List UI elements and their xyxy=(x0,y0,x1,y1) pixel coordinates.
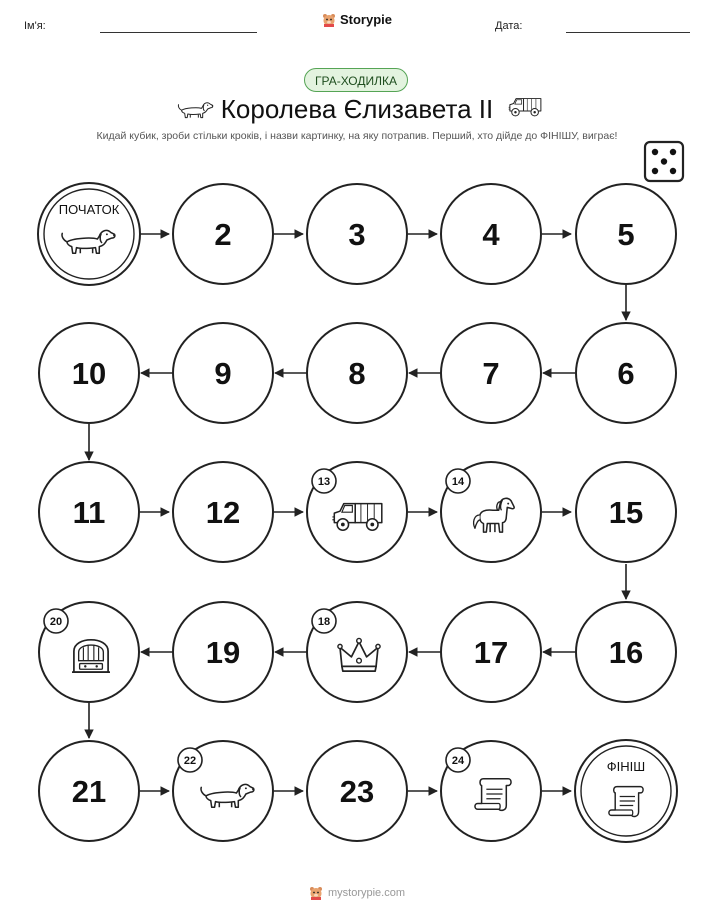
start-cell xyxy=(38,183,140,285)
cell-number: 19 xyxy=(205,635,241,670)
cell-number: 22 xyxy=(183,755,197,767)
board-cell xyxy=(441,323,541,423)
cell-number: 2 xyxy=(214,217,232,252)
cell-number: 18 xyxy=(317,616,331,628)
board-cell xyxy=(39,602,139,702)
cell-number: 15 xyxy=(608,495,644,530)
board-cell xyxy=(173,184,273,284)
cell-number: 23 xyxy=(339,774,375,809)
cell-number: 8 xyxy=(348,356,366,391)
radio-icon xyxy=(72,640,110,672)
board-cell xyxy=(576,602,676,702)
board-cell xyxy=(307,462,407,562)
board-cell xyxy=(39,741,139,841)
board-cell xyxy=(441,462,541,562)
cell-number: 20 xyxy=(49,616,63,628)
start-label: ПОЧАТОК xyxy=(58,202,120,217)
board-cell xyxy=(173,323,273,423)
board-cell xyxy=(441,741,541,841)
finish-label: ФІНІШ xyxy=(606,759,646,774)
board-cell xyxy=(441,184,541,284)
cell-number: 12 xyxy=(205,495,241,530)
page-title: Королева Єлизавета II xyxy=(220,94,494,124)
board-cell xyxy=(307,323,407,423)
instructions: Кидай кубик, зроби стільки кроків, і назви картинку, на яку потрапив. Перший, хто дійде до ФІНІШУ, виграє! xyxy=(96,130,618,142)
board-cell xyxy=(576,184,676,284)
cell-number: 17 xyxy=(473,635,509,670)
date-label: Дата: xyxy=(495,20,523,32)
board-cell xyxy=(39,462,139,562)
cell-number: 11 xyxy=(72,495,106,530)
truck-icon xyxy=(509,99,541,116)
cell-number: 24 xyxy=(451,755,465,767)
game-type-badge: ГРА-ХОДИЛКА xyxy=(304,68,408,92)
cell-number: 14 xyxy=(451,476,465,488)
cell-number: 21 xyxy=(71,774,107,809)
board-cells xyxy=(39,184,676,841)
dice-icon xyxy=(645,142,683,181)
brand-name: Storypie xyxy=(339,12,392,27)
board-cell xyxy=(576,462,676,562)
board-cell xyxy=(441,602,541,702)
cell-number: 16 xyxy=(608,635,644,670)
footer xyxy=(0,886,714,905)
cell-number: 6 xyxy=(617,356,635,391)
cell-number: 7 xyxy=(482,356,500,391)
board-cell xyxy=(173,741,273,841)
finish-cell xyxy=(575,740,677,842)
board-cell xyxy=(307,184,407,284)
bear-logo-icon xyxy=(309,886,323,900)
cell-number: 10 xyxy=(71,356,107,391)
board-cell xyxy=(173,462,273,562)
board-cell xyxy=(307,602,407,702)
dog-icon xyxy=(178,103,213,118)
cell-number: 13 xyxy=(317,476,331,488)
footer-url: mystorypie.com xyxy=(327,887,406,899)
board-cell xyxy=(307,741,407,841)
cell-number: 4 xyxy=(482,217,500,252)
board-cell xyxy=(576,323,676,423)
name-label: Ім'я: xyxy=(24,20,46,32)
board-cell xyxy=(39,323,139,423)
cell-number: 3 xyxy=(348,217,366,252)
cell-number: 9 xyxy=(214,356,232,391)
cell-number: 5 xyxy=(617,217,635,252)
board-cell xyxy=(173,602,273,702)
